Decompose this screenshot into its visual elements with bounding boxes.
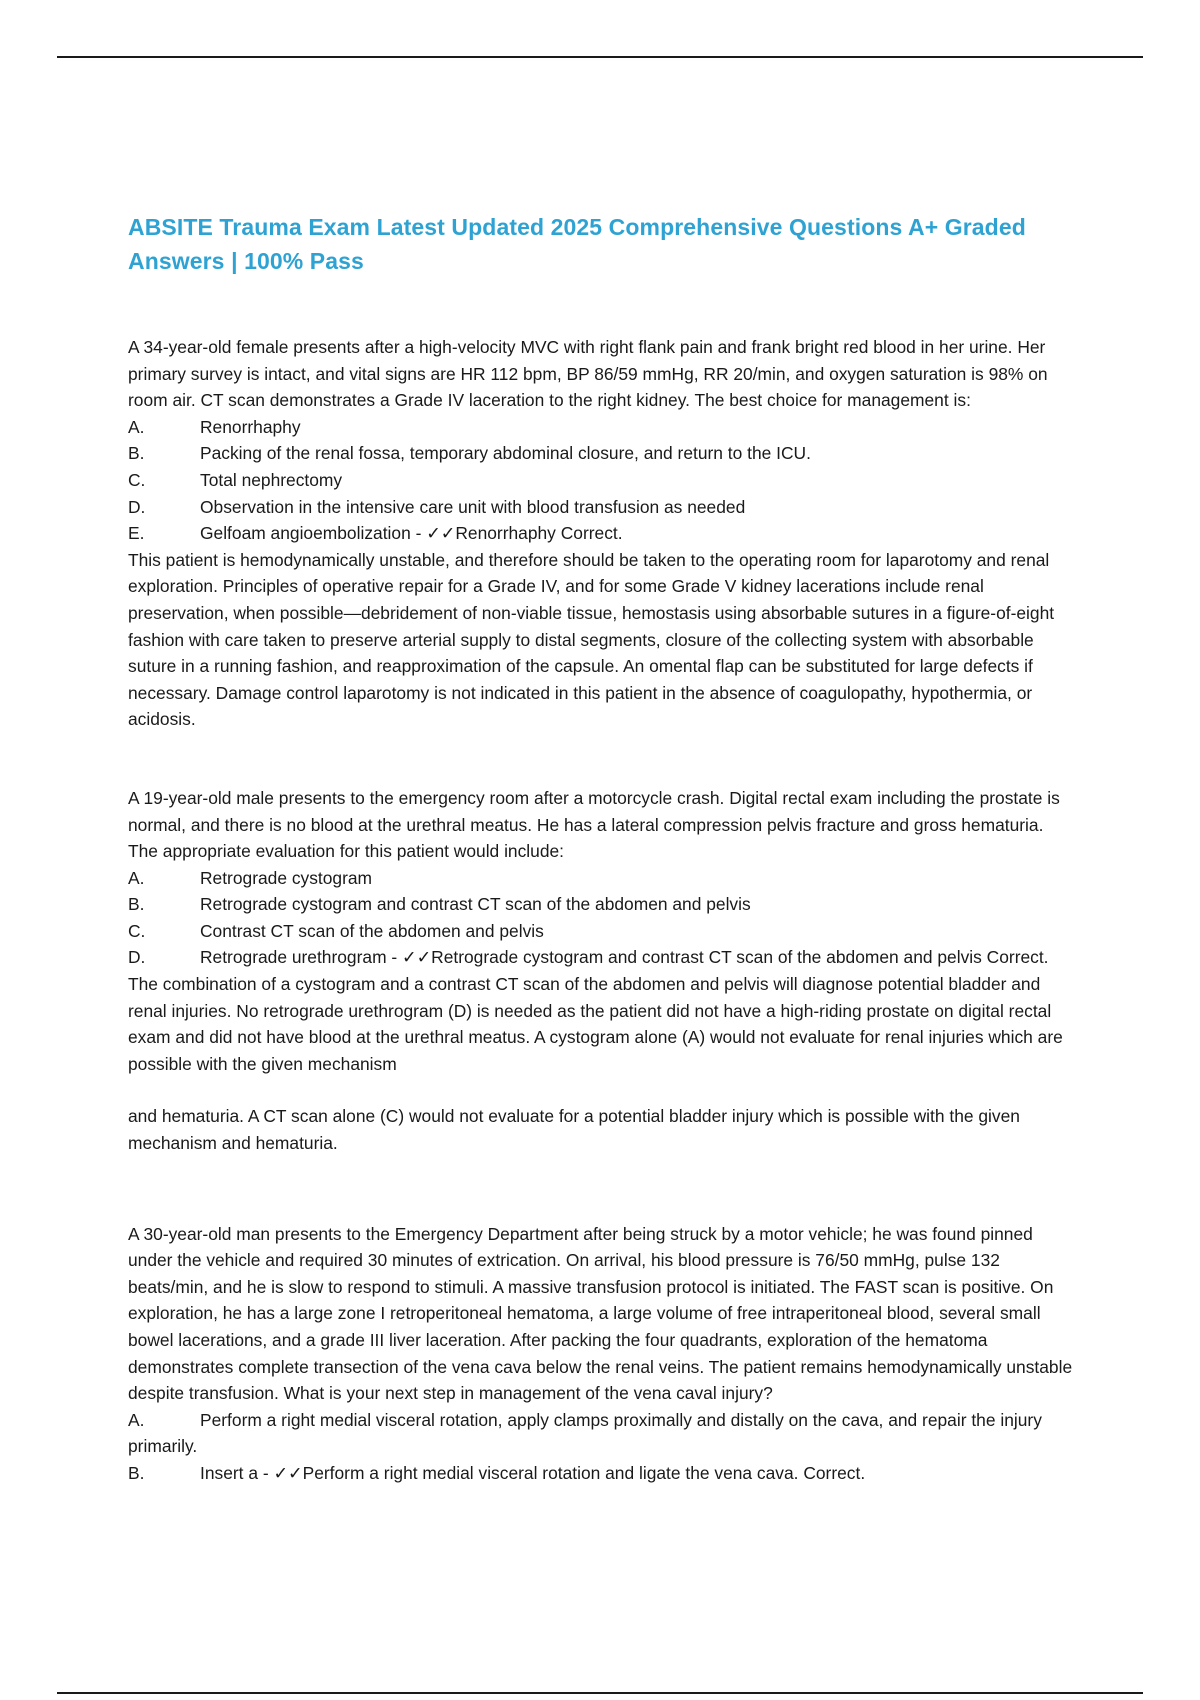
option-d xyxy=(128,944,1073,971)
option-letter: B. xyxy=(128,894,145,915)
option-text: Retrograde cystogram and contrast CT scan of the abdomen and pelvis xyxy=(200,894,751,915)
answer-explanation-continued: and hematuria. A CT scan alone (C) would not evaluate for a potential bladder injury which is possible with the given mechanism and hematuria. xyxy=(128,1106,1020,1154)
option-a xyxy=(128,1407,1073,1460)
option-letter: B. xyxy=(128,1462,145,1483)
option-text: Total nephrectomy xyxy=(200,469,343,490)
option-text: Retrograde cystogram xyxy=(200,867,373,888)
option-c xyxy=(128,467,1073,494)
option-letter: A. xyxy=(128,1409,145,1430)
option-a xyxy=(128,414,1073,441)
answer-explanation: This patient is hemodynamically unstable, and therefore should be taken to the operating room for laparotomy and renal exploration. Principles of operative repair for a Grade IV, and for some Grade V kidney lacerations include renal preservation, when possible—debridement of non-viable tissue, hemostasis using absorbable sutures in a figure-of-eight fashion with care taken to preserve arterial supply to distal segments, closure of the collecting system with absorbable suture in a running fashion, and reapproximation of the capsule. An omental flap can be substituted for large defects if necessary. Damage control laparotomy is not indicated in this patient in the absence of coagulopathy, hypothermia, or acidosis. xyxy=(128,549,1055,730)
document-title: ABSITE Trauma Exam Latest Updated 2025 Comprehensive Questions A+ Graded Answers | 100% Pass xyxy=(128,214,1026,274)
option-letter: C. xyxy=(128,469,146,490)
document-body xyxy=(128,210,1073,1487)
bottom-rule xyxy=(57,1692,1143,1694)
option-text: Retrograde urethrogram - ✓✓Retrograde cystogram and contrast CT scan of the abdomen and pelvis Correct. xyxy=(200,947,1049,968)
top-rule xyxy=(57,56,1143,58)
option-a xyxy=(128,865,1073,892)
option-b xyxy=(128,1460,1073,1487)
option-text: Observation in the intensive care unit with blood transfusion as needed xyxy=(200,496,746,517)
question-2 xyxy=(128,785,1073,1157)
option-text: Packing of the renal fossa, temporary abdominal closure, and return to the ICU. xyxy=(200,443,811,464)
option-letter: D. xyxy=(128,496,146,517)
question-1 xyxy=(128,334,1073,733)
answer-explanation: The combination of a cystogram and a contrast CT scan of the abdomen and pelvis will diagnose potential bladder and renal injuries. No retrograde urethrogram (D) is needed as the patient did not have a high-riding prostate on digital rectal exam and did not have blood at the urethral meatus. A cystogram alone (A) would not evaluate for renal injuries which are possible with the given mechanism xyxy=(128,974,1063,1074)
option-text: Renorrhaphy xyxy=(200,416,301,437)
question-stem: A 34-year-old female presents after a high-velocity MVC with right flank pain and frank bright red blood in her urine. Her primary survey is intact, and vital signs are HR 112 bpm, BP 86/59 mmHg, RR 20/min, and oxygen saturation is 98% on room air. CT scan demonstrates a Grade IV laceration to the right kidney. The best choice for management is: xyxy=(128,337,1048,411)
option-b xyxy=(128,440,1073,467)
option-b xyxy=(128,891,1073,918)
question-stem: A 30-year-old man presents to the Emergency Department after being struck by a motor vehicle; he was found pinned under the vehicle and required 30 minutes of extrication. On arrival, his blood pressure is 76/50 mmHg, pulse 132 beats/min, and he is slow to respond to stimuli. A massive transfusion protocol is initiated. The FAST scan is positive. On exploration, he has a large zone I retroperitoneal hematoma, a large volume of free intraperitoneal blood, several small bowel lacerations, and a grade III liver laceration. After packing the four quadrants, exploration of the hematoma demonstrates complete transection of the vena cava below the renal veins. The patient remains hemodynamically unstable despite transfusion. What is your next step in management of the vena caval injury? xyxy=(128,1223,1073,1404)
option-text: Contrast CT scan of the abdomen and pelvis xyxy=(200,920,544,941)
option-letter: B. xyxy=(128,443,145,464)
option-e xyxy=(128,520,1073,547)
option-letter: D. xyxy=(128,947,146,968)
question-stem: A 19-year-old male presents to the emergency room after a motorcycle crash. Digital rectal exam including the prostate is normal, and there is no blood at the urethral meatus. He has a lateral compression pelvis fracture and gross hematuria. The appropriate evaluation for this patient would include: xyxy=(128,787,1060,862)
option-letter: E. xyxy=(128,523,145,544)
option-text: Insert a - ✓✓Perform a right medial visceral rotation and ligate the vena cava. Correct. xyxy=(200,1462,866,1483)
option-letter: C. xyxy=(128,920,146,941)
option-c xyxy=(128,918,1073,945)
option-d xyxy=(128,494,1073,521)
option-text: Gelfoam angioembolization - ✓✓Renorrhaphy Correct. xyxy=(200,523,623,544)
option-text: Perform a right medial visceral rotation, apply clamps proximally and distally on the cava, and repair the injury primarily. xyxy=(128,1409,1042,1457)
option-letter: A. xyxy=(128,416,145,437)
option-letter: A. xyxy=(128,867,145,888)
question-3 xyxy=(128,1221,1073,1487)
